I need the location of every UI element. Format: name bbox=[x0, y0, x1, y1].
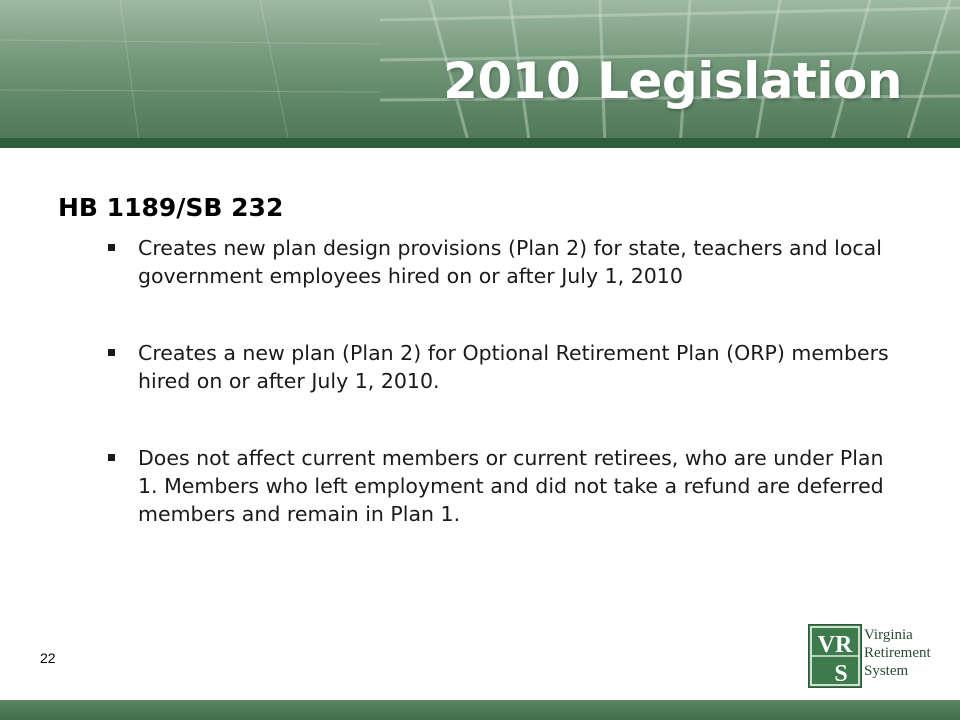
bullet-square-icon bbox=[108, 244, 115, 251]
bullet-text: Creates new plan design provisions (Plan 2) for state, teachers and local government employees hired on or after July 1, 2010 bbox=[138, 236, 882, 288]
bullet-square-icon bbox=[108, 349, 115, 356]
slide-title: 2010 Legislation bbox=[443, 52, 902, 110]
vrs-logo-mark bbox=[808, 624, 862, 688]
vrs-logo-text bbox=[864, 626, 931, 680]
vrs-logo bbox=[808, 624, 938, 688]
vrs-logo-mark-top: VR bbox=[817, 632, 853, 658]
list-item bbox=[104, 444, 904, 528]
logo-line-3: System bbox=[864, 663, 909, 679]
footer-bar bbox=[0, 700, 960, 720]
list-item bbox=[104, 234, 904, 290]
bullet-text: Does not affect current members or current retirees, who are under Plan 1. Members who left employment and did not take a refund are deferred members and remain in Plan 1. bbox=[138, 446, 884, 526]
vrs-logo-mark-bottom: S bbox=[834, 661, 848, 687]
bullet-square-icon bbox=[108, 454, 115, 461]
logo-line-1: Virginia bbox=[864, 627, 913, 643]
slide-header bbox=[0, 0, 960, 148]
bullet-text: Creates a new plan (Plan 2) for Optional Retirement Plan (ORP) members hired on or after July 1, 2010. bbox=[138, 341, 889, 393]
bullet-list bbox=[104, 234, 904, 528]
slide-subtitle: HB 1189/SB 232 bbox=[58, 193, 284, 222]
header-stripe bbox=[0, 138, 960, 148]
list-item bbox=[104, 339, 904, 395]
logo-line-2: Retirement bbox=[864, 645, 931, 661]
page-number: 22 bbox=[40, 650, 56, 666]
